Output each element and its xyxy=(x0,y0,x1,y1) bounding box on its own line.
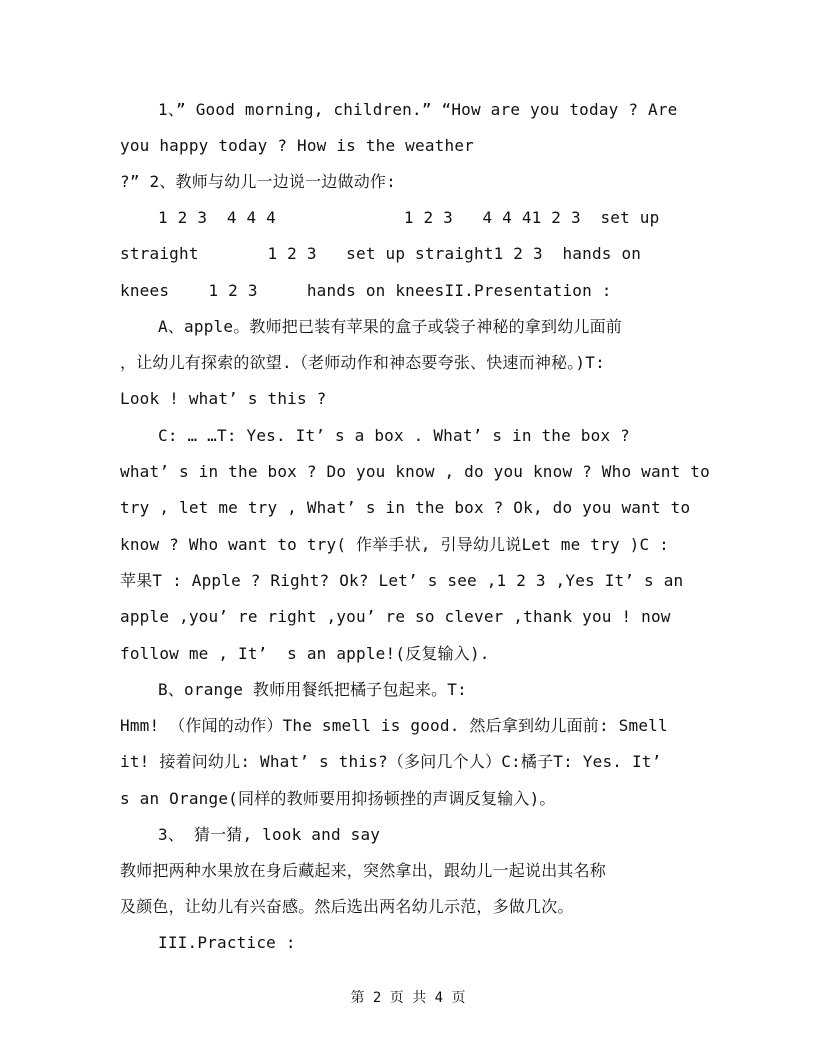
text-line: straight 1 2 3 set up straight1 2 3 hands on xyxy=(120,244,642,263)
text-line: 及颜色，让幼儿有兴奋感。然后选出两名幼儿示范，多做几次。 xyxy=(120,897,574,916)
text-line: know ? Who want to try( 作举手状, 引导幼儿说Let me try )C : xyxy=(120,535,669,554)
text-line: 1 2 3 4 4 4 1 2 3 4 4 41 2 3 set up xyxy=(158,208,660,227)
text-line: Hmm! （作闻的动作）The smell is good. 然后拿到幼儿面前: Smell xyxy=(120,716,668,735)
text-line: III.Practice : xyxy=(158,933,296,952)
text-line: try , let me try , What’ s in the box ? Ok, do you want to xyxy=(120,498,691,517)
page-number-footer: 第 2 页 共 4 页 xyxy=(350,990,466,1006)
text-line: A、apple。教师把已装有苹果的盒子或袋子神秘的拿到幼儿面前 xyxy=(158,317,622,336)
text-line: ，让幼儿有探索的欲望.（老师动作和神态要夸张、快速而神秘。)T: xyxy=(120,353,605,372)
text-line: s an Orange(同样的教师要用抑扬顿挫的声调反复输入)。 xyxy=(120,789,556,808)
text-line: what’ s in the box ? Do you know , do you know ? Who want to xyxy=(120,462,710,481)
text-line: Look ! what’ s this ? xyxy=(120,389,327,408)
text-line: apple ,you’ re right ,you’ re so clever ,thank you ! now xyxy=(120,607,671,626)
text-line: follow me , It’ s an apple!(反复输入). xyxy=(120,644,490,663)
text-line: B、orange 教师用餐纸把橘子包起来。T: xyxy=(158,680,467,699)
text-line: 教师把两种水果放在身后藏起来，突然拿出，跟幼儿一起说出其名称 xyxy=(120,861,607,880)
text-line: 1、” Good morning, children.” “How are you today ? Are xyxy=(158,100,678,119)
text-line: 苹果T : Apple ? Right? Ok? Let’ s see ,1 2 3 ,Yes It’ s an xyxy=(120,571,684,590)
text-line: you happy today ? How is the weather xyxy=(120,136,474,155)
text-line: ?” 2、教师与幼儿一边说一边做动作: xyxy=(120,172,396,191)
text-line: C: … …T: Yes. It’ s a box . What’ s in the box ? xyxy=(158,426,630,445)
text-line: it! 接着问幼儿: What’ s this?（多问几个人）C:橘子T: Yes. It’ xyxy=(120,752,662,771)
text-line: knees 1 2 3 hands on kneesII.Presentation : xyxy=(120,281,612,300)
text-line: 3、 猜一猜, look and say xyxy=(158,825,381,844)
